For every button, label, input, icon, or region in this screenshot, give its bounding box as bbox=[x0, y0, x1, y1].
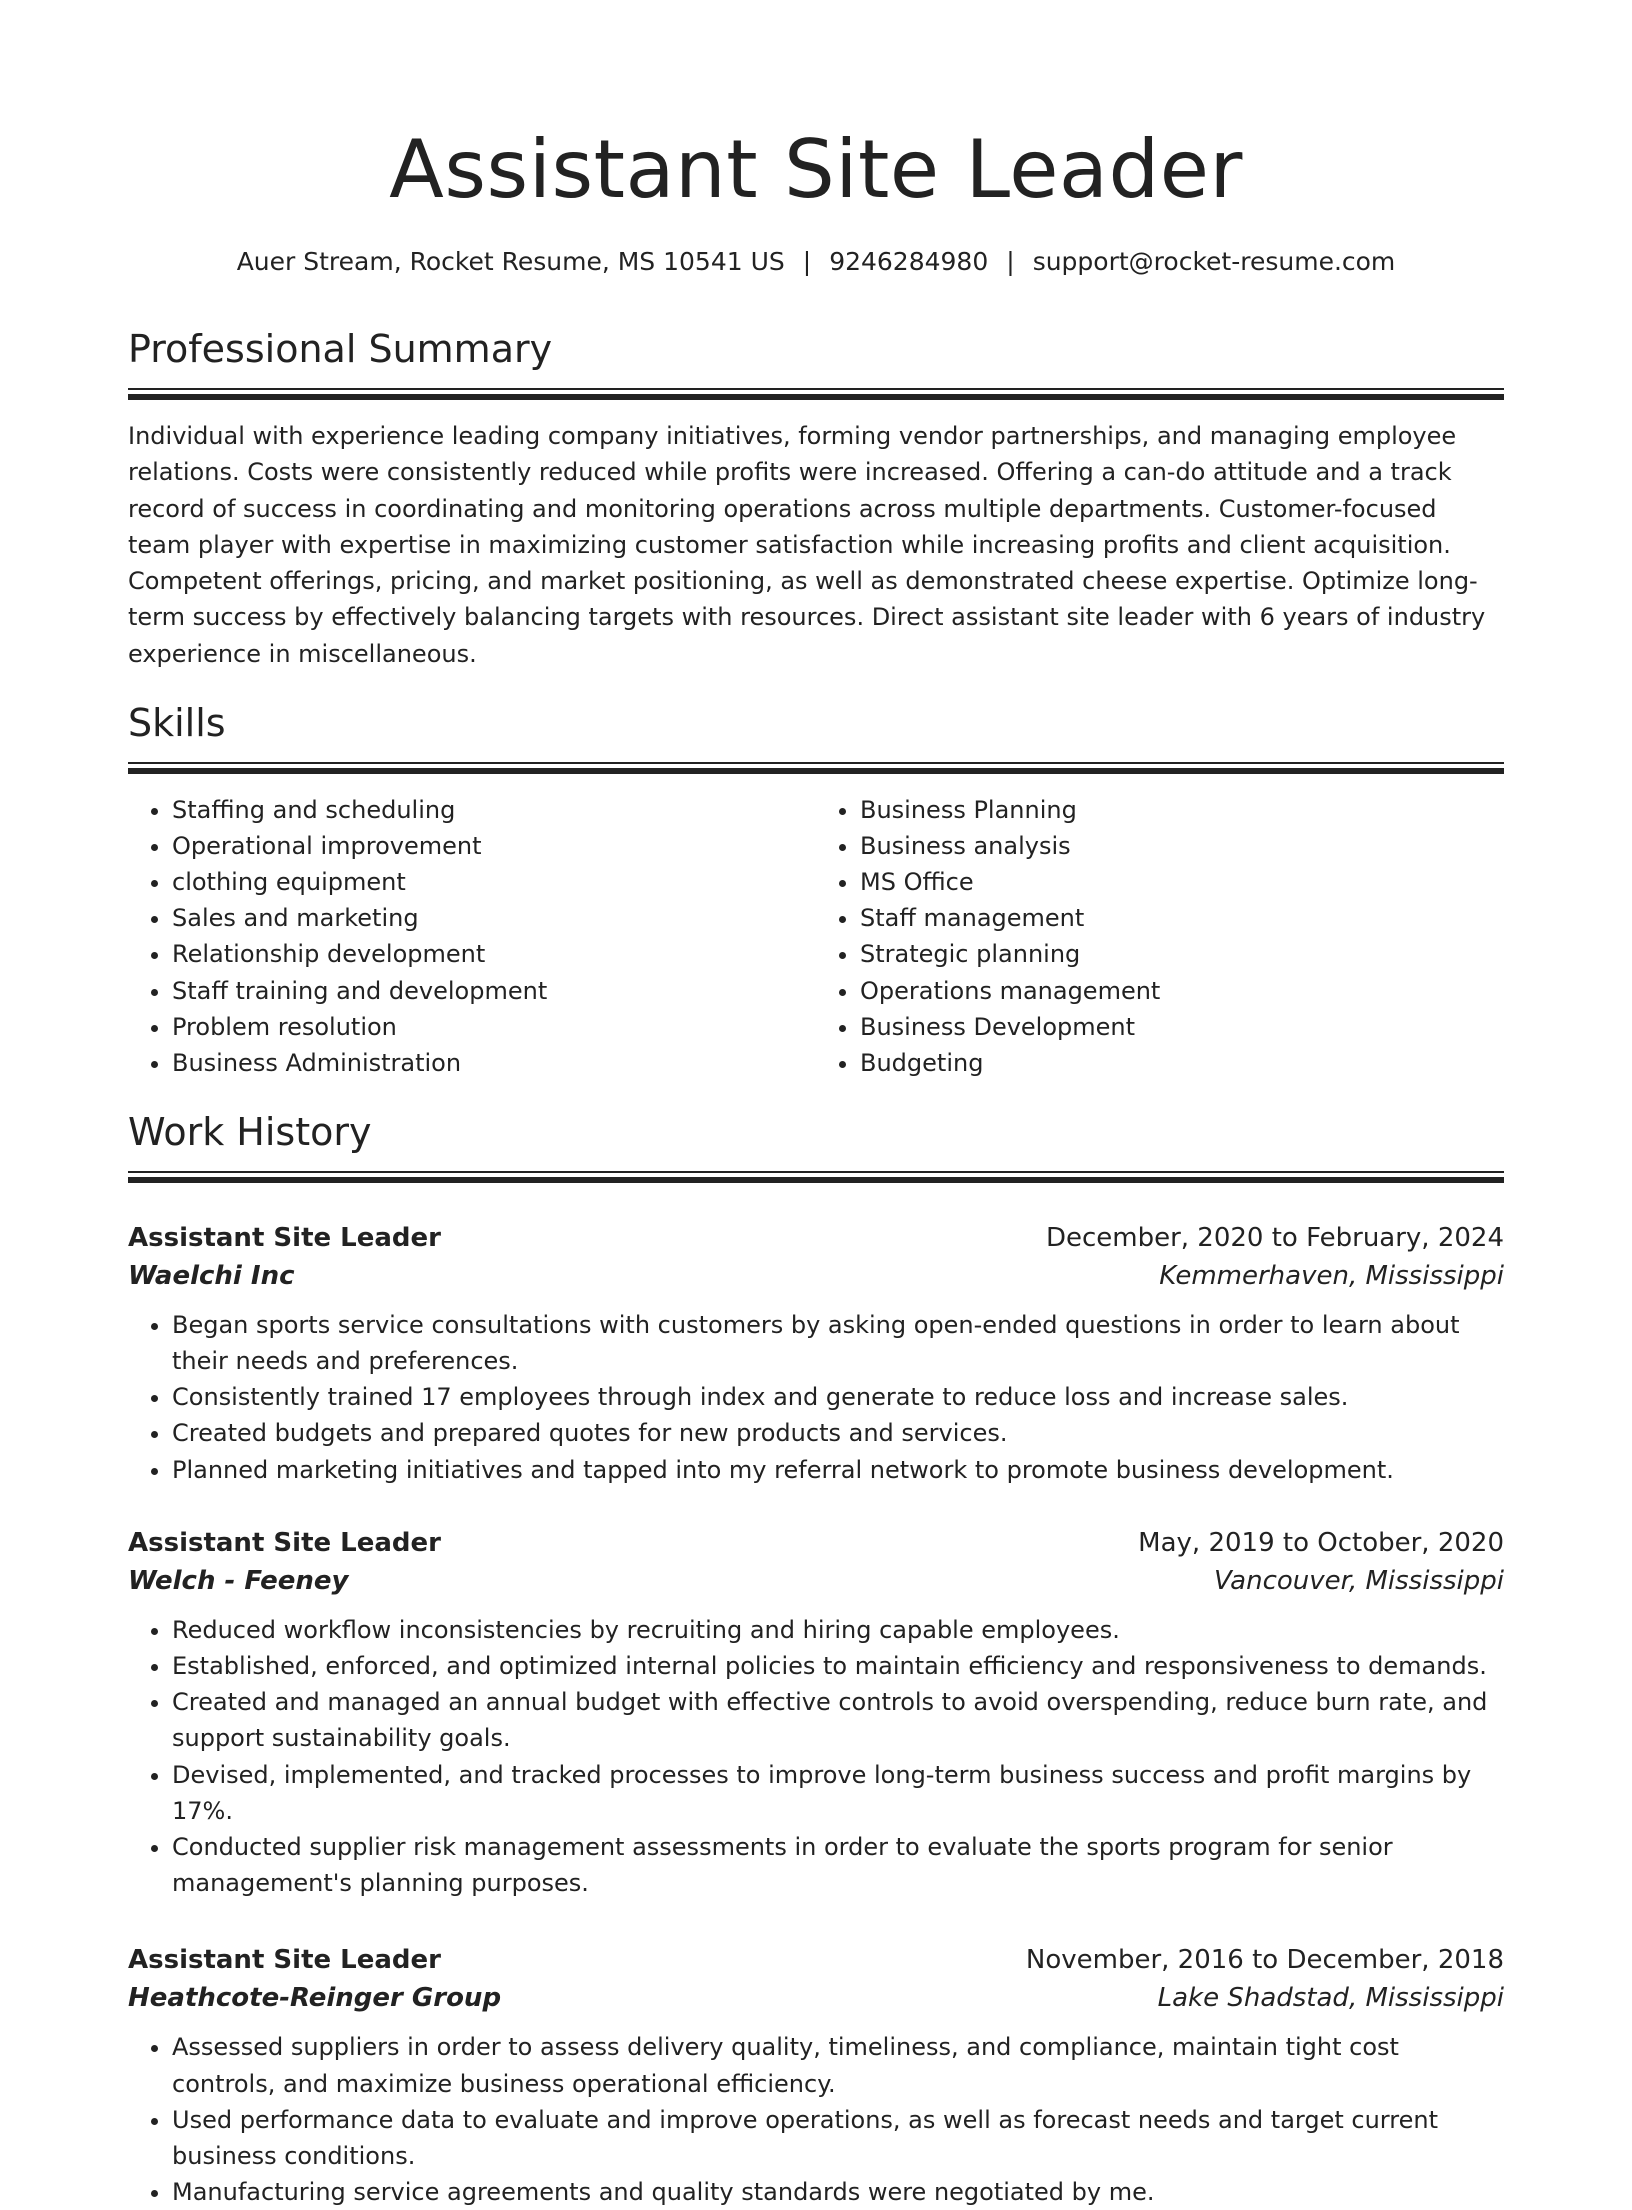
section-divider bbox=[128, 762, 1504, 774]
skill-item: • Staffing and scheduling bbox=[172, 792, 816, 828]
contact-email: support@rocket-resume.com bbox=[1032, 247, 1396, 276]
job-bullet: • Assessed suppliers in order to assess delivery quality, timeliness, and compliance, maintain tight cost controls, and maximize business operational efficiency. bbox=[172, 2029, 1504, 2101]
job-bullet: • Began sports service consultations with customers by asking open-ended questions in order to learn about their needs and preferences. bbox=[172, 1307, 1504, 1379]
job-bullet: • Reduced workflow inconsistencies by recruiting and hiring capable employees. bbox=[172, 1612, 1504, 1648]
skill-item: • Problem resolution bbox=[172, 1009, 816, 1045]
skills-list-left bbox=[128, 792, 816, 1081]
job-list bbox=[128, 1219, 1504, 2210]
job-bullets bbox=[128, 2029, 1504, 2210]
skills-heading: Skills bbox=[128, 701, 226, 746]
resume-name: Assistant Site Leader bbox=[389, 123, 1243, 216]
skills-list-right bbox=[816, 792, 1504, 1081]
skills-columns bbox=[128, 792, 1504, 1081]
job-bullet: • Devised, implemented, and tracked processes to improve long-term business success and profit margins by 17%. bbox=[172, 1757, 1504, 1829]
job-bullets bbox=[128, 1612, 1504, 1902]
job-bullet: • Conducted supplier risk management assessments in order to evaluate the sports program for senior management's planning purposes. bbox=[172, 1829, 1504, 1901]
job-bullet: • Created budgets and prepared quotes for new products and services. bbox=[172, 1415, 1504, 1451]
skill-item: • Staff training and development bbox=[172, 973, 816, 1009]
job-header-row bbox=[128, 1524, 1504, 1562]
summary-heading: Professional Summary bbox=[128, 327, 553, 371]
job-header-row bbox=[128, 1941, 1504, 1979]
contact-separator: | bbox=[802, 247, 812, 276]
skill-item: • MS Office bbox=[860, 864, 1504, 900]
job-bullet: • Established, enforced, and optimized internal policies to maintain efficiency and responsiveness to demands. bbox=[172, 1648, 1504, 1684]
skill-item: • Business Planning bbox=[860, 792, 1504, 828]
section-divider bbox=[128, 1171, 1504, 1183]
skill-item: • Operational improvement bbox=[172, 828, 816, 864]
job-company-row bbox=[128, 1257, 1504, 1295]
job-company-row bbox=[128, 1979, 1504, 2017]
contact-address: Auer Stream, Rocket Resume, MS 10541 US bbox=[236, 247, 785, 276]
job-entry bbox=[128, 1524, 1504, 1902]
job-bullet: • Created and managed an annual budget with effective controls to avoid overspending, reduce burn rate, and support sustainability goals. bbox=[172, 1684, 1504, 1756]
job-bullet: • Consistently trained 17 employees through index and generate to reduce loss and increase sales. bbox=[172, 1379, 1504, 1415]
skill-item: • Business analysis bbox=[860, 828, 1504, 864]
summary-text: Individual with experience leading company initiatives, forming vendor partnerships, and managing employee relations. Costs were consistently reduced while profits were increased. Offering a can-do attitude and a track record of success in coordinating and monitoring operations across multiple departments. Customer-focused team player with expertise in maximizing customer satisfaction while increasing profits and client acquisition. Competent offerings, pricing, and market positioning, as well as demonstrated cheese expertise. Optimize long-term success by effectively balancing targets with resources. Direct assistant site leader with 6 years of industry experience in miscellaneous. bbox=[128, 422, 1486, 668]
summary-section bbox=[128, 324, 1504, 672]
skill-item: • Staff management bbox=[860, 900, 1504, 936]
job-bullet: • Used performance data to evaluate and improve operations, as well as forecast needs and target current business conditions. bbox=[172, 2102, 1504, 2174]
job-entry bbox=[128, 1941, 1504, 2210]
job-location: Kemmerhaven, Mississippi bbox=[1159, 1260, 1504, 1291]
job-title: Assistant Site Leader bbox=[128, 1222, 441, 1253]
skill-item: • clothing equipment bbox=[172, 864, 816, 900]
job-header-row bbox=[128, 1219, 1504, 1257]
job-bullet: • Planned marketing initiatives and tapped into my referral network to promote business development. bbox=[172, 1452, 1504, 1488]
work-section bbox=[128, 1107, 1504, 2210]
skill-item: • Business Development bbox=[860, 1009, 1504, 1045]
job-location: Lake Shadstad, Mississippi bbox=[1157, 1983, 1504, 2014]
job-company: Waelchi Inc bbox=[128, 1260, 295, 1291]
job-company: Heathcote-Reinger Group bbox=[128, 1983, 502, 2014]
skill-item: • Business Administration bbox=[172, 1045, 816, 1081]
job-bullets bbox=[128, 1307, 1504, 1488]
work-heading: Work History bbox=[128, 1109, 372, 1154]
skill-item: • Relationship development bbox=[172, 936, 816, 972]
skills-section bbox=[128, 698, 1504, 1081]
job-dates: December, 2020 to February, 2024 bbox=[1045, 1222, 1504, 1253]
job-bullet: • Manufacturing service agreements and quality standards were negotiated by me. bbox=[172, 2174, 1504, 2210]
skill-item: • Budgeting bbox=[860, 1045, 1504, 1081]
job-location: Vancouver, Mississippi bbox=[1214, 1565, 1504, 1596]
skill-item: • Strategic planning bbox=[860, 936, 1504, 972]
job-title: Assistant Site Leader bbox=[128, 1945, 441, 1976]
contact-phone: 9246284980 bbox=[829, 247, 989, 276]
job-dates: November, 2016 to December, 2018 bbox=[1025, 1945, 1504, 1976]
skill-item: • Operations management bbox=[860, 973, 1504, 1009]
contact-line bbox=[128, 244, 1504, 280]
job-company-row bbox=[128, 1562, 1504, 1600]
skill-item: • Sales and marketing bbox=[172, 900, 816, 936]
contact-separator: | bbox=[1006, 247, 1015, 276]
job-company: Welch - Feeney bbox=[128, 1565, 349, 1596]
job-title: Assistant Site Leader bbox=[128, 1527, 441, 1558]
section-divider bbox=[128, 388, 1504, 400]
job-dates: May, 2019 to October, 2020 bbox=[1138, 1527, 1504, 1558]
job-entry bbox=[128, 1219, 1504, 1488]
